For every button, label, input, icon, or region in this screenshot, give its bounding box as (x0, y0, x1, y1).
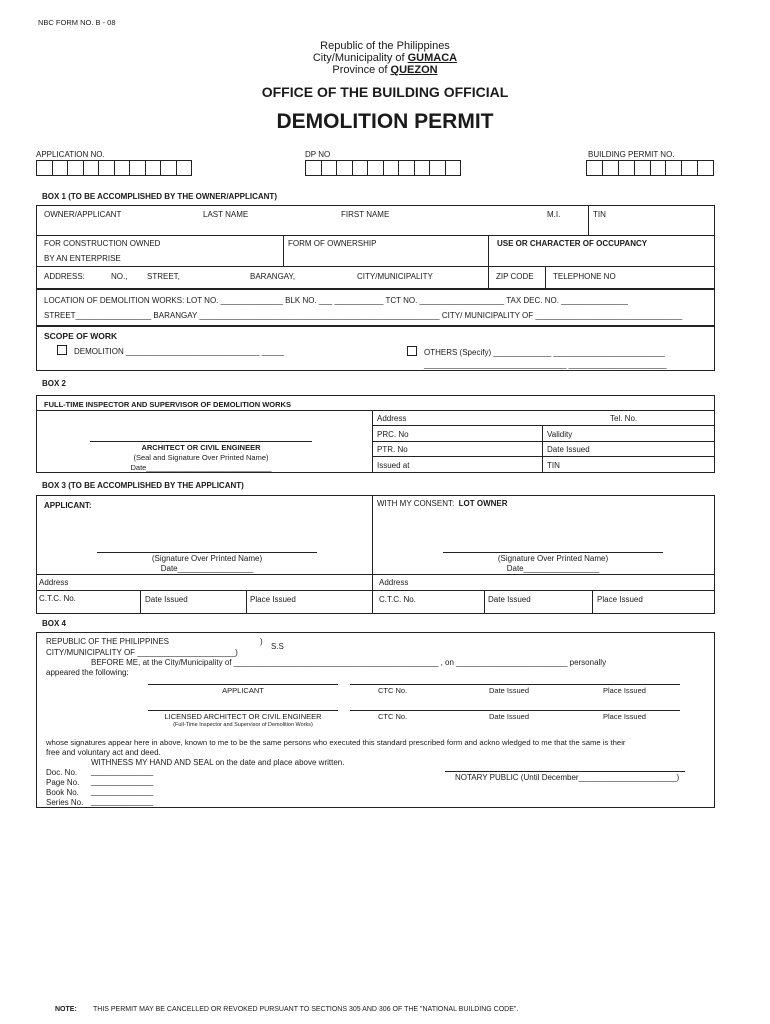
province-prefix: Province of (332, 64, 388, 76)
divider (36, 590, 715, 591)
signature-line (350, 684, 680, 685)
application-no-boxes[interactable] (36, 160, 192, 176)
for-construction-label: FOR CONSTRUCTION OWNED (44, 239, 161, 248)
signature-line (97, 552, 317, 553)
ptr-no-label: PTR. No (377, 445, 408, 454)
date-issued-left-label: Date Issued (145, 595, 188, 604)
signature-line (443, 552, 663, 553)
city-heading (0, 52, 770, 64)
form-number: NBC FORM NO. B - 08 (38, 18, 116, 27)
note-label: NOTE: (55, 1006, 77, 1013)
location-section (36, 289, 715, 326)
date-left-label: Date_________________ (160, 564, 254, 573)
last-name-label: LAST NAME (203, 210, 249, 219)
others-line-2: ________________________________ ______________________ (424, 360, 667, 369)
licensed-architect-label: LICENSED ARCHITECT OR CIVIL ENGINEER (164, 712, 322, 721)
date-issued-label: Date Issued (547, 445, 590, 454)
doc-no-label: Doc. No. (46, 768, 78, 777)
ss-label: S.S (271, 642, 284, 651)
republic-heading: Republic of the Philippines (320, 40, 450, 52)
note-text: THIS PERMIT MAY BE CANCELLED OR REVOKED PURSUANT TO SECTIONS 305 AND 306 OF THE "NATIONAL BUILDING CODE". (93, 1006, 519, 1013)
place-issued-label-2: Place Issued (603, 712, 646, 721)
applicant-label: APPLICANT: (44, 501, 92, 510)
signature-right-label: (Signature Over Printed Name) (497, 554, 609, 563)
page-title: DEMOLITION PERMIT (276, 110, 494, 133)
before-me-text: BEFORE ME, at the City/Municipality of ______________________________________________ , on _________________________ personally (91, 658, 607, 667)
divider (588, 205, 589, 235)
box3-heading: BOX 3 (TO BE ACCOMPLISHED BY THE APPLICANT) (42, 481, 244, 490)
address-left-label: Address (39, 578, 69, 587)
province-heading (0, 64, 770, 76)
mi-label: M.I. (547, 210, 561, 219)
inspector-heading: FULL-TIME INSPECTOR AND SUPERVISOR OF DEMOLITION WORKS (44, 400, 291, 409)
architect-label: ARCHITECT OR CIVIL ENGINEER (141, 443, 261, 452)
signature-line (148, 710, 338, 711)
address-label: Address (377, 414, 407, 423)
signature-line (90, 441, 312, 442)
place-issued-right-label: Place Issued (597, 595, 643, 604)
fulltime-label: (Full-Time Inspector and Supervisor of Demolition Works) (173, 722, 313, 728)
divider (545, 266, 546, 289)
lot-owner-label: LOT OWNER (458, 499, 508, 508)
demolition-label: DEMOLITION ______________________________ _____ (74, 347, 284, 356)
dp-no-label: DP NO (305, 150, 331, 159)
others-checkbox[interactable] (407, 346, 417, 356)
tin-label: TIN (547, 461, 560, 470)
location-line-1: LOCATION OF DEMOLITION WORKS: LOT NO. ______________ BLK NO. ___ ___________ TCT NO. ___________________ TAX DEC. NO. _______________ (44, 296, 628, 305)
city-prefix: City/Municipality of (312, 52, 405, 64)
demolition-checkbox[interactable] (57, 345, 67, 355)
divider (542, 425, 543, 473)
signature-line (350, 710, 680, 711)
series-no-label: Series No. (46, 798, 84, 807)
office-title: OFFICE OF THE BUILDING OFFICIAL (261, 84, 509, 100)
divider (372, 456, 715, 457)
city-name: GUMACA (407, 52, 458, 64)
signature-left-label: (Signature Over Printed Name) (151, 554, 263, 563)
witness-text: WITHNESS MY HAND AND SEAL on the date and place above written. (91, 758, 345, 767)
ctc-no-right-label: C.T.C. No. (379, 595, 416, 604)
issued-at-label: Issued at (377, 461, 410, 470)
location-line-2: STREET_________________ BARANGAY ______________________________________________________ CITY/ MUNICIPALITY OF _________________________________ (44, 311, 683, 320)
telephone-label: TELEPHONE NO (553, 272, 616, 281)
appeared-text: appeared the following: (46, 668, 129, 677)
divider (246, 590, 247, 614)
free-voluntary-text: free and voluntary act and deed. (46, 748, 161, 757)
tel-no-label: Tel. No. (610, 414, 638, 423)
divider (372, 425, 715, 426)
address-right-label: Address (379, 578, 409, 587)
date-issued-label: Date Issued (489, 686, 530, 695)
ctc-no-label: CTC No. (378, 686, 408, 695)
series-no-blank: ______________ (91, 797, 154, 806)
street-label: STREET, (147, 272, 180, 281)
notary-signature-line (445, 771, 685, 772)
application-no-label: APPLICATION NO. (36, 150, 105, 159)
zip-code-label: ZIP CODE (496, 272, 534, 281)
place-issued-left-label: Place Issued (250, 595, 296, 604)
divider (484, 590, 485, 614)
first-name-label: FIRST NAME (341, 210, 390, 219)
province-name: QUEZON (390, 64, 438, 76)
divider (283, 235, 284, 266)
divider (36, 235, 715, 236)
scope-heading: SCOPE OF WORK (44, 331, 118, 341)
prc-no-label: PRC. No (377, 430, 409, 439)
validity-label: Validity (547, 430, 573, 439)
use-character-label: USE OR CHARACTER OF OCCUPANCY (497, 239, 648, 248)
divider (36, 410, 715, 411)
dp-no-boxes[interactable] (305, 160, 461, 176)
divider (372, 441, 715, 442)
no-label: NO., (111, 272, 128, 281)
consent-text: WITH MY CONSENT: (377, 499, 455, 508)
book-no-blank: ______________ (91, 787, 154, 796)
building-permit-no-label: BUILDING PERMIT NO. (588, 150, 675, 159)
building-permit-no-boxes[interactable] (586, 160, 714, 176)
divider (36, 574, 715, 575)
divider (488, 235, 489, 266)
paren-mark: ) (260, 637, 263, 646)
page-no-label: Page No. (46, 778, 80, 787)
place-issued-label: Place Issued (603, 686, 646, 695)
box2-heading: BOX 2 (42, 379, 67, 388)
by-enterprise-label: BY AN ENTERPRISE (44, 254, 121, 263)
address-label: ADDRESS: (44, 272, 85, 281)
divider (140, 590, 141, 614)
with-consent-label (377, 499, 508, 508)
date-issued-label-2: Date Issued (489, 712, 530, 721)
date-issued-right-label: Date Issued (488, 595, 531, 604)
divider (592, 590, 593, 614)
ctc-no-left-label: C.T.C. No. (39, 594, 76, 603)
form-ownership-label: FORM OF OWNERSHIP (288, 239, 377, 248)
city-municipality-label: CITY/MUNICIPALITY (357, 272, 433, 281)
owner-applicant-label: OWNER/APPLICANT (44, 210, 122, 219)
seal-label: (Seal and Signature Over Printed Name) (133, 453, 269, 462)
ctc-no-label-2: CTC No. (378, 712, 408, 721)
tin-label: TIN (593, 210, 606, 219)
signature-line (148, 684, 338, 685)
box1-heading: BOX 1 (TO BE ACCOMPLISHED BY THE OWNER/APPLICANT) (42, 192, 277, 201)
doc-no-blank: ______________ (91, 767, 154, 776)
divider (488, 266, 489, 289)
city-line: CITY/MUNICIPALITY OF ______________________) (46, 648, 238, 657)
date-label: Date______________________________ (130, 463, 272, 472)
box4-heading: BOX 4 (42, 619, 67, 628)
date-right-label: Date_________________ (506, 564, 600, 573)
others-label: OTHERS (Specify) _____________ _________________________ (424, 348, 665, 357)
divider (372, 495, 373, 614)
notary-public-label: NOTARY PUBLIC (Until December______________________) (455, 773, 680, 782)
republic-label: REPUBLIC OF THE PHILIPPINES (46, 637, 169, 646)
whose-signatures-text: whose signatures appear here in above, known to me to be the same persons who executed this standard prescribed form and ackno wledged to me that the same is their (46, 738, 626, 747)
divider (36, 266, 715, 267)
barangay-label: BARANGAY, (250, 272, 296, 281)
book-no-label: Book No. (46, 788, 79, 797)
page-no-blank: ______________ (91, 777, 154, 786)
applicant-sign-label: APPLICANT (222, 686, 264, 695)
